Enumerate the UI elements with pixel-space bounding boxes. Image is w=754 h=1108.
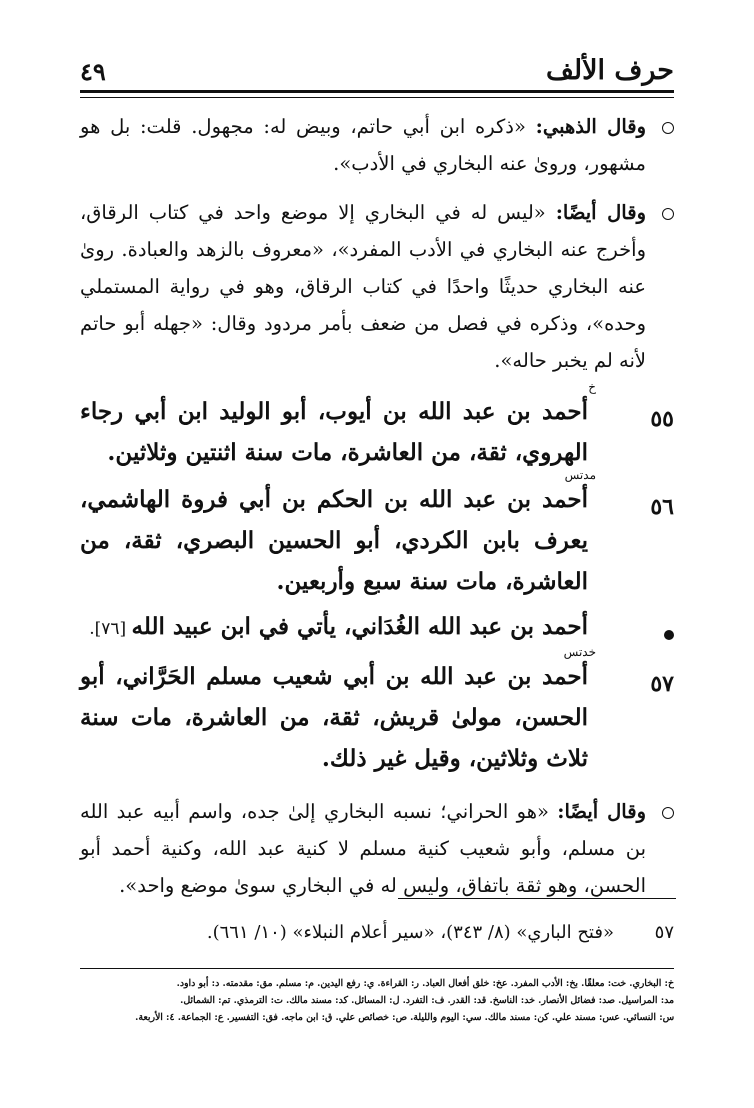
page-header <box>80 44 674 84</box>
entry-sigla: مدتس <box>564 468 596 482</box>
note-text: «هو الحراني؛ نسبه البخاري إلىٰ جده، واسم أبيه عبد الله بن مسلم، وأبو شعيب كنية مسلم لا كنية عبد الله، وكنية أحمد أبو الحسن، وهو ثقة باتفاق، وليس له في البخاري سوىٰ موضع واحد». <box>80 800 646 897</box>
footnote-text: «فتح الباري» (٨/ ٣٤٣)، «سير أعلام النبلاء» (١٠/ ٦٦١). <box>206 922 614 943</box>
sigla-key-line: س: النسائي. عس: مسند علي. كن: مسند مالك. سي: اليوم والليلة. ص: خصائص علي. ق: ابن ماجه. فق: التفسير. ع: الجماعة. ٤: الأربعة. <box>135 1012 674 1023</box>
cross-reference: [٧٦]. <box>89 619 132 639</box>
entry-text: أحمد بن عبد الله الغُدَاني، يأتي في ابن عبيد الله <box>131 613 588 640</box>
commentary-note <box>80 793 674 904</box>
note-text: «ذكره ابن أبي حاتم، وبيض له: مجهول. قلت: بل هو مشهور، وروىٰ عنه البخاري في الأدب». <box>80 115 646 175</box>
bullet-icon <box>664 630 674 640</box>
commentary-note <box>80 108 674 182</box>
entry-number: ٥٥ <box>650 406 674 432</box>
narrator-entry <box>80 468 674 602</box>
header-rule <box>80 90 674 98</box>
entry-number: ٥٦ <box>650 494 674 520</box>
main-text <box>80 108 674 916</box>
entry-sigla: خ <box>588 380 596 394</box>
page-number: ٤٩ <box>80 57 106 86</box>
narrator-entry <box>80 645 674 779</box>
footnote-number: ٥٧ <box>654 922 674 943</box>
sigla-key-line: مد: المراسيل. صد: فضائل الأنصار. خد: الناسخ. قد: القدر. ف: التفرد. ل: المسائل. كد: مسند مالك. ت: الترمذي. تم: الشمائل. <box>180 995 674 1006</box>
key-rule <box>80 968 674 969</box>
entry-text: أحمد بن عبد الله بن الحكم بن أبي فروة الهاشمي، يعرف بابن الكردي، أبو الحسين البصري، ثقة، من العاشرة، مات سنة سبع وأربعين. <box>80 486 588 595</box>
footnote-rule <box>398 898 676 899</box>
running-title: حرف الألف <box>545 55 674 86</box>
entry-sigla: خدتس <box>563 645 596 659</box>
hollow-circle-icon <box>662 807 674 819</box>
note-text: «ليس له في البخاري إلا موضع واحد في كتاب الرقاق، وأخرج عنه البخاري في الأدب المفرد»، «معروف بالزهد والعبادة. روىٰ عنه البخاري حديثًا واحدًا في كتاب الرقاق، وهو في رواية المستملي وحده»، وذكره في فصل من ضعف بأمر مردود وقال: «جهله أبو حاتم لأنه لم يخبر حاله». <box>80 201 646 372</box>
note-label: وقال أيضًا: <box>557 800 646 823</box>
entry-number: ٥٧ <box>650 671 674 697</box>
commentary-note <box>80 194 674 379</box>
sigla-key-line: خ: البخاري. خت: معلقًا. بخ: الأدب المفرد. عخ: خلق أفعال العباد. ر: القراءة. ي: رفع اليدين. م: مسلم. مق: مقدمته. د: أبو داود. <box>176 978 674 989</box>
narrator-entry <box>80 380 674 473</box>
sigla-key <box>80 975 674 1026</box>
narrator-entry-crossref <box>80 606 674 650</box>
entry-text: أحمد بن عبد الله بن أيوب، أبو الوليد ابن أبي رجاء الهروي، ثقة، من العاشرة، مات سنة اثنتين وثلاثين. <box>80 398 588 466</box>
note-label: وقال أيضًا: <box>555 201 646 224</box>
hollow-circle-icon <box>662 208 674 220</box>
hollow-circle-icon <box>662 122 674 134</box>
entry-text: أحمد بن عبد الله بن أبي شعيب مسلم الحَرَّاني، أبو الحسن، مولىٰ قريش، ثقة، من العاشرة، مات سنة ثلاث وثلاثين، وقيل غير ذلك. <box>80 663 588 772</box>
footnote <box>80 918 674 948</box>
note-label: وقال الذهبي: <box>535 115 646 138</box>
